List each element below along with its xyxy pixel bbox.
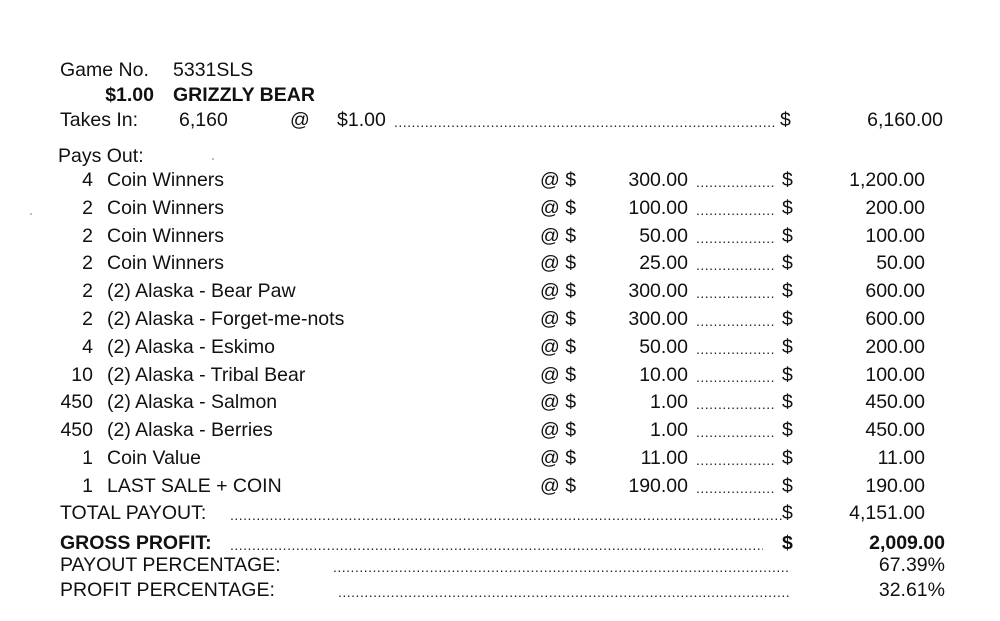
table-row [0,168,1000,196]
total-payout-dollar: $ [782,502,793,524]
table-row [0,279,1000,307]
leader-dots [696,420,776,444]
row-each: 300.00 [628,280,688,303]
row-description: (2) Alaska - Salmon [107,391,278,414]
row-each: 25.00 [639,252,688,275]
total-payout-value: 4,151.00 [849,502,925,524]
row-at: @ $ [540,252,577,275]
payout-percentage-value: 67.39% [878,554,945,576]
takes-in-price: $1.00 [337,109,386,131]
game-price: $1.00 [105,84,154,106]
leader-dots [696,281,776,305]
row-total: 11.00 [877,447,925,469]
row-at: @ $ [540,196,577,219]
row-dollar: $ [782,169,793,191]
leader-dots [338,580,790,604]
leader-dots [230,533,763,557]
row-at: @ $ [540,280,577,303]
row-total: 600.00 [865,308,925,330]
scan-speck [30,213,32,215]
leader-dots [333,555,790,579]
row-at: @ $ [540,308,577,330]
row-dollar: $ [782,419,793,442]
game-no: 5331SLS [173,59,254,81]
row-each: 300.00 [628,308,688,330]
pays-out-label: Pays Out: [58,145,144,167]
game-no-label: Game No. [60,59,149,81]
table-row [0,224,1000,252]
table-row [0,307,1000,335]
takes-in-label: Takes In: [60,109,139,131]
leader-dots [696,170,776,194]
row-qty: 2 [82,308,93,330]
row-at: @ $ [540,391,577,414]
total-payout-label: TOTAL PAYOUT: [60,502,207,524]
table-row [0,446,1000,474]
row-description: (2) Alaska - Bear Paw [107,280,296,303]
row-dollar: $ [782,252,793,275]
row-at: @ $ [540,169,577,191]
row-qty: 450 [60,419,93,442]
row-qty: 450 [60,391,93,414]
row-qty: 10 [71,363,93,386]
row-dollar: $ [782,308,793,330]
row-total: 190.00 [865,474,925,497]
gross-profit-label: GROSS PROFIT: [60,532,212,554]
leader-dots [230,503,782,527]
row-each: 1.00 [650,391,688,414]
row-qty: 4 [82,335,93,358]
gross-profit-value: 2,009.00 [869,532,945,554]
row-total: 100.00 [865,224,925,247]
takes-in-count: 6,160 [179,109,228,131]
leader-dots [696,476,776,500]
row-total: 450.00 [865,419,925,442]
scan-speck [212,158,214,160]
row-description: (2) Alaska - Forget-me-nots [107,308,345,330]
takes-in-at: @ [290,109,310,131]
row-at: @ $ [540,363,577,386]
row-total: 450.00 [865,391,925,414]
table-row [0,418,1000,446]
leader-dots [696,337,776,361]
leader-dots [696,253,776,277]
row-description: Coin Winners [107,224,225,247]
row-dollar: $ [782,224,793,247]
row-dollar: $ [782,196,793,219]
leader-dots [394,110,776,134]
table-row [0,196,1000,224]
leader-dots [696,226,776,250]
row-dollar: $ [782,447,793,469]
row-total: 600.00 [865,280,925,303]
row-description: (2) Alaska - Eskimo [107,335,275,358]
row-qty: 2 [82,280,93,303]
payout-percentage-label: PAYOUT PERCENTAGE: [60,554,281,576]
row-at: @ $ [540,224,577,247]
profit-percentage-value: 32.61% [878,579,945,601]
row-total: 200.00 [865,335,925,358]
row-each: 100.00 [628,196,688,219]
row-each: 1.00 [650,419,688,442]
row-description: (2) Alaska - Berries [107,419,273,442]
table-row [0,335,1000,363]
game-name: GRIZZLY BEAR [173,84,315,106]
row-description: Coin Winners [107,196,225,219]
row-dollar: $ [782,391,793,414]
row-description: Coin Winners [107,169,225,191]
table-row [0,390,1000,418]
gross-profit-dollar: $ [782,532,793,554]
row-each: 190.00 [628,474,688,497]
table-row [0,251,1000,279]
leader-dots [696,309,776,333]
row-dollar: $ [782,335,793,358]
row-description: LAST SALE + COIN [107,474,282,497]
row-qty: 2 [82,252,93,275]
row-each: 300.00 [628,169,688,191]
row-qty: 4 [82,169,93,191]
row-each: 11.00 [640,447,688,469]
row-dollar: $ [782,363,793,386]
row-description: (2) Alaska - Tribal Bear [107,363,306,386]
row-each: 50.00 [639,224,688,247]
row-qty: 2 [82,196,93,219]
leader-dots [696,365,776,389]
table-row [0,363,1000,391]
row-at: @ $ [540,474,577,497]
row-at: @ $ [540,419,577,442]
leader-dots [696,198,776,222]
row-dollar: $ [782,280,793,303]
row-description: Coin Winners [107,252,225,275]
profit-percentage-label: PROFIT PERCENTAGE: [60,579,275,601]
row-at: @ $ [540,335,577,358]
row-description: Coin Value [107,447,201,469]
row-each: 10.00 [639,363,688,386]
row-dollar: $ [782,474,793,497]
row-each: 50.00 [639,335,688,358]
table-row [0,474,1000,502]
leader-dots [696,448,776,472]
row-total: 50.00 [876,252,925,275]
row-qty: 1 [82,447,93,469]
row-qty: 2 [82,224,93,247]
row-total: 200.00 [865,196,925,219]
row-at: @ $ [540,447,577,469]
takes-in-dollar: $ [780,109,791,131]
row-total: 100.00 [865,363,925,386]
row-total: 1,200.00 [849,169,925,191]
leader-dots [696,392,776,416]
takes-in-total: 6,160.00 [867,109,943,131]
row-qty: 1 [82,474,93,497]
